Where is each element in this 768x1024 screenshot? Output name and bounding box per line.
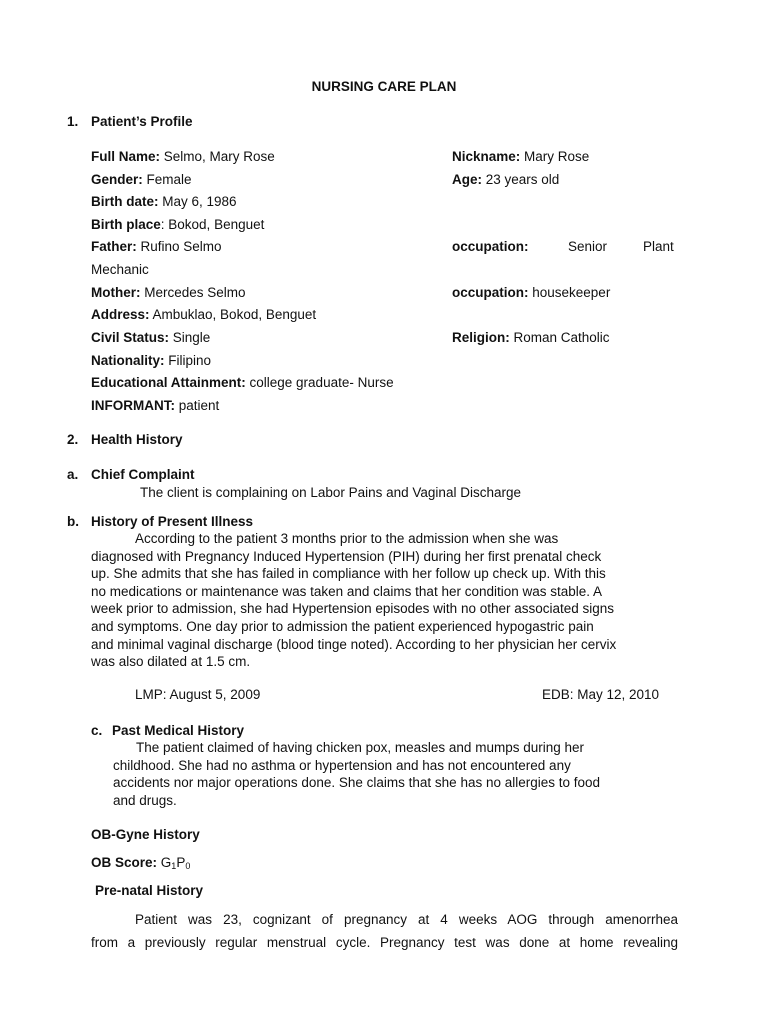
religion-value: Roman Catholic <box>509 330 610 345</box>
present-illness-line: week prior to admission, she had Hypertension episodes with no other associated signs <box>91 601 615 617</box>
nationality-label: Nationality: <box>91 353 165 368</box>
chief-complaint-text: The client is complaining on Labor Pains and Vaginal Discharge <box>140 485 521 500</box>
address-value: Ambuklao, Bokod, Benguet <box>149 307 317 322</box>
nationality-row <box>91 352 211 369</box>
prenatal-heading: Pre-natal History <box>95 883 204 898</box>
father-occupation-word-2: Plant <box>643 239 674 254</box>
civil-status-value: Single <box>169 330 211 345</box>
ob-gyne-heading: OB-Gyne History <box>91 827 200 842</box>
religion-label: Religion: <box>452 330 510 345</box>
mother-value: Mercedes Selmo <box>140 285 246 300</box>
birth-place-label: Birth place <box>91 217 161 232</box>
edb-text: EDB: May 12, 2010 <box>542 687 660 702</box>
section-1-heading: Patient’s Profile <box>91 114 193 129</box>
past-history-line: The patient claimed of having chicken pox, measles and mumps during her <box>136 740 584 755</box>
mother-occupation-row <box>452 284 610 301</box>
informant-label: INFORMANT: <box>91 398 175 413</box>
ob-score-g: G <box>157 855 172 870</box>
gender-label: Gender: <box>91 172 143 187</box>
past-history-line: childhood. She had no asthma or hypertension and has not encountered any <box>113 757 571 773</box>
present-illness-line: up. She admits that she has failed in compliance with her follow up check up. With this <box>91 566 606 582</box>
prenatal-text <box>91 909 678 954</box>
birth-date-value: May 6, 1986 <box>158 194 237 209</box>
birth-place-row <box>91 216 264 233</box>
past-history-line: accidents nor major operations done. She claims that she has no allergies to food <box>113 775 601 791</box>
ob-score-p-sub: 0 <box>185 861 191 871</box>
nationality-value: Filipino <box>164 353 212 368</box>
age-row <box>452 171 559 188</box>
age-label: Age: <box>452 172 482 187</box>
ob-score-g-sub: 1 <box>171 861 177 871</box>
birth-place-value: : Bokod, Benguet <box>160 217 265 232</box>
address-row <box>91 306 316 323</box>
birth-date-label: Birth date: <box>91 194 159 209</box>
nickname-value: Mary Rose <box>520 149 590 164</box>
nickname-row <box>452 148 589 165</box>
ob-score-p: P <box>176 855 186 870</box>
chief-complaint-heading: Chief Complaint <box>91 467 195 482</box>
section-2-number: 2. <box>67 432 79 447</box>
past-history-text <box>113 739 600 809</box>
mother-occupation-label: occupation: <box>452 285 529 300</box>
page-title: NURSING CARE PLAN <box>311 79 457 94</box>
present-illness-line: was also dilated at 1.5 cm. <box>91 654 251 670</box>
present-illness-line: According to the patient 3 months prior to the admission when she was <box>135 531 559 546</box>
father-occupation-word-3: Mechanic <box>91 262 149 277</box>
section-2-heading: Health History <box>91 432 183 447</box>
education-value: college graduate- Nurse <box>245 375 394 390</box>
father-occupation-label: occupation: <box>452 239 529 254</box>
prenatal-line: from a previously regular menstrual cycle. Pregnancy test was done at home revealing <box>91 934 678 950</box>
full-name-label: Full Name: <box>91 149 161 164</box>
present-illness-line: and minimal vaginal discharge (blood tinge noted). According to her physician her cervix <box>91 636 617 652</box>
nickname-label: Nickname: <box>452 149 521 164</box>
education-label: Educational Attainment: <box>91 375 246 390</box>
father-value: Rufino Selmo <box>136 239 222 254</box>
present-illness-text <box>91 530 616 671</box>
religion-row <box>452 329 610 346</box>
past-history-number: c. <box>91 723 103 738</box>
civil-status-label: Civil Status: <box>91 330 170 345</box>
gender-value: Female <box>142 172 192 187</box>
father-row <box>91 238 222 255</box>
mother-occupation-value: housekeeper <box>528 285 611 300</box>
informant-value: patient <box>175 398 220 413</box>
gender-row <box>91 171 192 188</box>
prenatal-line: Patient was 23, cognizant of pregnancy at 4 weeks AOG through amenorrhea <box>135 912 678 927</box>
full-name-row <box>91 148 275 165</box>
age-value: 23 years old <box>482 172 560 187</box>
ob-score-label: OB Score: <box>91 855 158 870</box>
informant-row <box>91 397 219 414</box>
mother-label: Mother: <box>91 285 141 300</box>
section-1-number: 1. <box>67 114 79 129</box>
father-label: Father: <box>91 239 137 254</box>
chief-complaint-number: a. <box>67 467 79 482</box>
birth-date-row <box>91 193 237 210</box>
address-label: Address: <box>91 307 150 322</box>
present-illness-line: and symptoms. One day prior to admission the patient experienced hypogastric pain <box>91 618 594 634</box>
father-occupation-word-1: Senior <box>568 239 608 254</box>
lmp-text: LMP: August 5, 2009 <box>135 687 261 702</box>
past-history-heading: Past Medical History <box>112 723 245 738</box>
education-row <box>91 374 394 391</box>
mother-row <box>91 284 246 301</box>
present-illness-heading: History of Present Illness <box>91 514 254 529</box>
ob-score-row <box>91 854 190 875</box>
present-illness-line: no medications or maintenance was taken and claims that her condition was stable. A <box>91 583 603 599</box>
civil-status-row <box>91 329 210 346</box>
present-illness-line: diagnosed with Pregnancy Induced Hypertension (PIH) during her first prenatal check <box>91 548 602 564</box>
full-name-value: Selmo, Mary Rose <box>160 149 275 164</box>
present-illness-number: b. <box>67 514 79 529</box>
past-history-line: and drugs. <box>113 792 177 808</box>
